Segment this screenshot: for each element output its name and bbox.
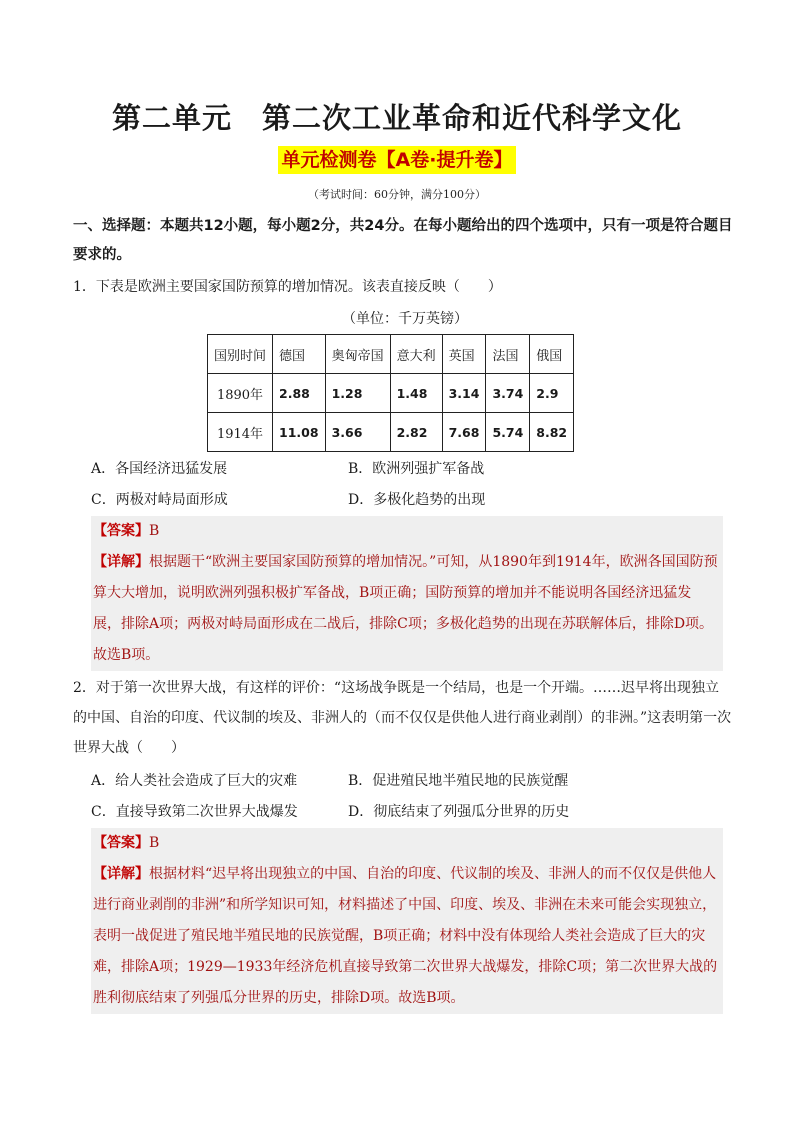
- table-header-cell: 俄国: [530, 335, 574, 374]
- question-2-answer-box: [91, 828, 723, 1014]
- table-cell: 8.82: [530, 413, 574, 452]
- option-d[interactable]: D．彻底结束了列强瓜分世界的历史: [348, 804, 570, 820]
- option-a[interactable]: A．各国经济迅猛发展: [91, 461, 228, 477]
- table-header-cell: 国别时间: [208, 335, 273, 374]
- option-row: [91, 485, 691, 516]
- table-header-cell: 德国: [273, 335, 326, 374]
- table-cell: 2.9: [530, 374, 574, 413]
- table-cell: 2.88: [273, 374, 326, 413]
- table-unit: （单位：千万英镑）: [342, 311, 468, 327]
- detail-text: 根据材料“迟早将出现独立的中国、自治的印度、代议制的埃及、非洲人的而不仅仅是供他人进行商业剥削的非洲”和所学知识可知，材料描述了中国、印度、埃及、非洲在未来可能会实现独立，表明一战促进了殖民地半殖民地的民族觉醒，B项正确；材料中没有体现给人类社会造成了巨大的灾难，排除A项；1929—1933年经济危机直接导致第二次世界大战爆发，排除C项；第二次世界大战的胜利彻底结束了列强瓜分世界的历史，排除D项。故选B项。: [93, 866, 718, 1006]
- answer-label: 【答案】: [93, 835, 149, 851]
- answer-value: B: [149, 835, 160, 851]
- table-header-row: [208, 335, 574, 374]
- table-cell: 1.28: [325, 374, 390, 413]
- option-c[interactable]: C．直接导致第二次世界大战爆发: [91, 804, 298, 820]
- option-d[interactable]: D．多极化趋势的出现: [348, 492, 486, 508]
- page-title: 第二单元 第二次工业革命和近代科学文化: [111, 101, 682, 135]
- table-row: [208, 413, 574, 452]
- table-cell: 3.14: [442, 374, 486, 413]
- answer-line: [93, 516, 719, 547]
- question-2-stem: [73, 673, 733, 763]
- answer-value: B: [149, 523, 160, 539]
- table-cell: 2.82: [390, 413, 442, 452]
- question-2-options: [91, 766, 691, 828]
- option-c[interactable]: C．两极对峙局面形成: [91, 492, 228, 508]
- option-row: [91, 797, 691, 828]
- page-subtitle: 单元检测卷【A卷·提升卷】: [278, 146, 517, 174]
- section-heading: 一、选择题：本题共12小题，每小题2分，共24分。在每小题给出的四个选项中，只有一项是符合题目要求的。: [73, 218, 733, 263]
- question-stem: 2．对于第一次世界大战，有这样的评价：“这场战争既是一个结局，也是一个开端。……迟早将出现独立的中国、自治的印度、代议制的埃及、非洲人的（而不仅仅是供他人进行商业剥削）的非洲。”这表明第一次世界大战（ ）: [73, 680, 732, 756]
- option-row: [91, 766, 691, 797]
- detail-text: 根据题干“欧洲主要国家国防预算的增加情况。”可知，从1890年到1914年，欧洲各国国防预算大大增加，说明欧洲列强积极扩军备战，B项正确；国防预算的增加并不能说明各国经济迅猛发展，排除A项；两极对峙局面形成在二战后，排除C项；多极化趋势的出现在苏联解体后，排除D项。故选B项。: [93, 554, 718, 663]
- table-cell: 5.74: [486, 413, 530, 452]
- table-row-header: 1890年: [208, 374, 273, 413]
- defense-budget-table: [207, 334, 574, 452]
- table-cell: 11.08: [273, 413, 326, 452]
- table-row-header: 1914年: [208, 413, 273, 452]
- question-1-answer-box: [91, 516, 723, 671]
- answer-line: [93, 828, 719, 859]
- option-b[interactable]: B．欧洲列强扩军备战: [348, 461, 485, 477]
- option-b[interactable]: B．促进殖民地半殖民地的民族觉醒: [348, 773, 569, 789]
- table-cell: 3.66: [325, 413, 390, 452]
- table-header-cell: 奥匈帝国: [325, 335, 390, 374]
- table-cell: 3.74: [486, 374, 530, 413]
- exam-info: （考试时间：60分钟，满分100分）: [308, 188, 486, 201]
- detail-paragraph: [93, 859, 719, 1014]
- table-header-cell: 英国: [442, 335, 486, 374]
- question-1-options: [91, 454, 691, 516]
- table-row: [208, 374, 574, 413]
- answer-label: 【答案】: [93, 523, 149, 539]
- detail-label: 【详解】: [93, 866, 149, 882]
- subtitle-wrapper: [0, 146, 794, 174]
- detail-label: 【详解】: [93, 554, 149, 570]
- table-cell: 1.48: [390, 374, 442, 413]
- table-header-cell: 意大利: [390, 335, 442, 374]
- question-1-stem: [73, 272, 733, 302]
- detail-paragraph: [93, 547, 719, 671]
- option-a[interactable]: A．给人类社会造成了巨大的灾难: [91, 773, 298, 789]
- question-stem: 1．下表是欧洲主要国家国防预算的增加情况。该表直接反映（ ）: [73, 279, 502, 295]
- option-row: [91, 454, 691, 485]
- table-cell: 7.68: [442, 413, 486, 452]
- table-header-cell: 法国: [486, 335, 530, 374]
